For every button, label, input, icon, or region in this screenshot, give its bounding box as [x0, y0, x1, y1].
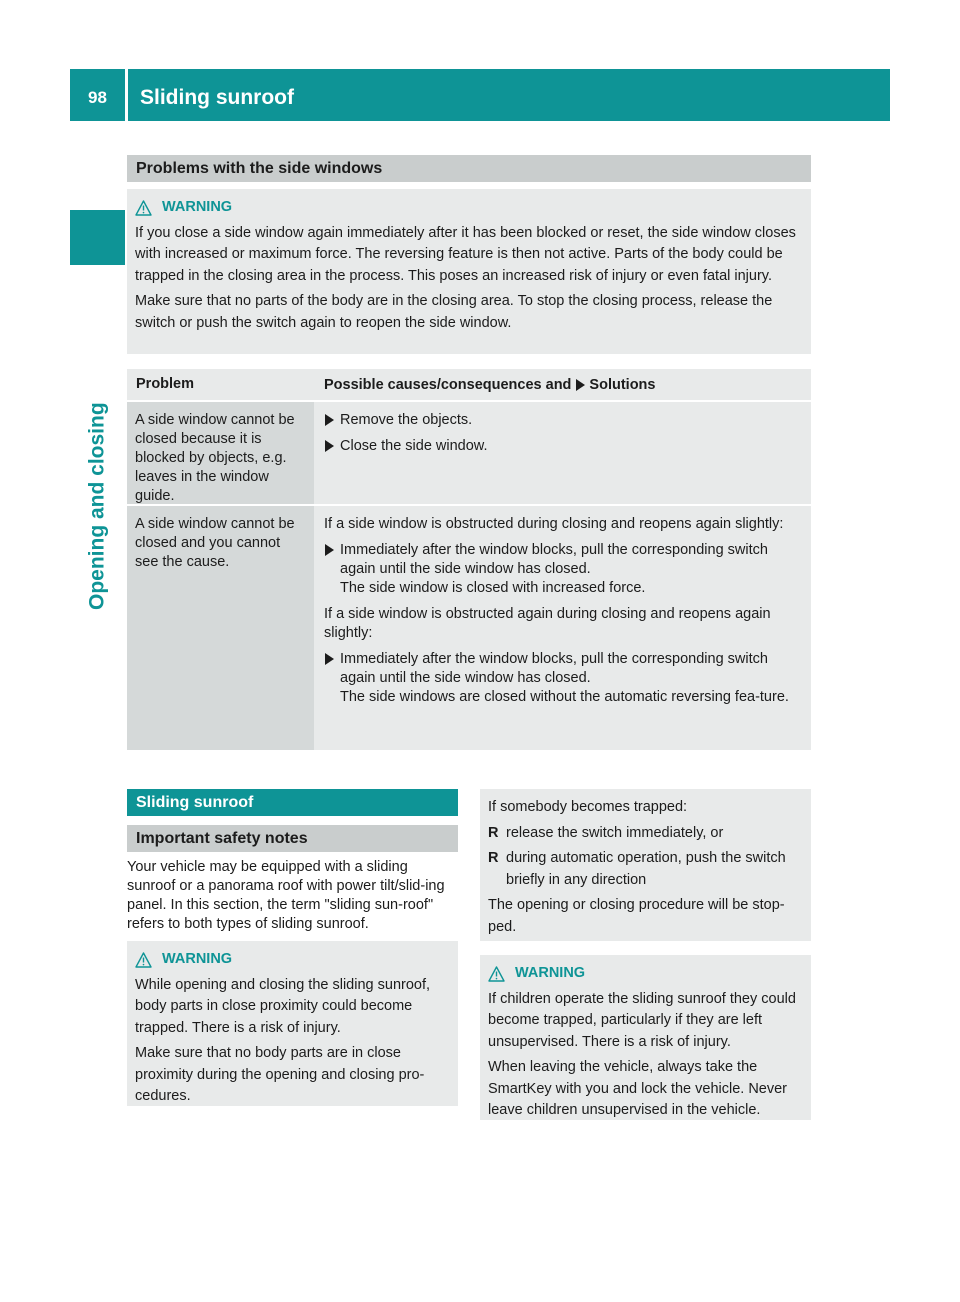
column-header-problem: Problem — [136, 376, 195, 392]
intro-paragraph: Your vehicle may be equipped with a sliding sunroof or a panorama roof with power tilt/slid-ing panel. In this section, the term "sliding sun-roof" refers to both types of sliding sunroof. — [127, 859, 445, 932]
solution-text: If a side window is obstructed during closing and reopens again slightly: — [324, 516, 784, 532]
column-header-solutions-prefix: Possible causes/consequences and — [324, 377, 572, 393]
warning-paragraph: Make sure that no body parts are in close proximity during the opening and closing pro-cedures. — [135, 1045, 425, 1104]
table-row — [127, 402, 811, 504]
warning-triangle-icon — [135, 200, 152, 216]
step-item — [324, 411, 803, 430]
list-item-text: during automatic operation, push the switch briefly in any direction — [506, 850, 786, 888]
warning-triangle-icon — [135, 952, 152, 968]
column-header-solutions-suffix: Solutions — [589, 377, 656, 393]
table-row — [127, 506, 811, 750]
list-item — [488, 823, 803, 845]
bullet-r-icon: R — [488, 824, 499, 841]
warning-title-text: WARNING — [515, 965, 586, 981]
warning-paragraph: While opening and closing the sliding sunroof, body parts in close proximity could become trapped. There is a risk of injury. — [135, 976, 431, 1036]
step-text: Close the side window. — [340, 438, 488, 454]
page-number: 98 — [88, 88, 107, 107]
table-header — [127, 369, 811, 400]
list-item — [488, 848, 803, 891]
trapped-closing: The opening or closing procedure will be stop-ped. — [488, 897, 785, 935]
bullet-r-icon: R — [488, 850, 499, 866]
warning-paragraph: Make sure that no parts of the body are in the closing area. To stop the closing process, release the switch or push the switch again to reopen the side window. — [135, 293, 773, 331]
warning-title — [488, 963, 803, 985]
page-title: Sliding sunroof — [140, 86, 294, 109]
section-heading-sliding-sunroof: Sliding sunroof — [127, 789, 458, 816]
step-result: The side window is closed with increased force. — [340, 580, 646, 596]
step-item — [324, 437, 803, 456]
list-item-text: release the switch immediately, or — [506, 824, 724, 841]
arrow-right-icon — [324, 440, 334, 452]
problem-cell: A side window cannot be closed because it is blocked by objects, e.g. leaves in the window guide. — [127, 402, 314, 504]
warning-title — [135, 949, 450, 971]
warning-box-side-windows — [127, 189, 811, 354]
problem-cell: A side window cannot be closed and you cannot see the cause. — [127, 506, 314, 750]
column-header-solutions — [324, 377, 655, 393]
warning-paragraph: If you close a side window again immediately after it has been blocked or reset, the side window closes with increased or maximum force. The reversing feature is then not active. Parts of the body could be trapped in the closing area in the process. This poses an increased risk of injury or even fatal injury. — [135, 224, 796, 284]
step-text: Remove the objects. — [340, 412, 473, 428]
arrow-right-icon — [324, 544, 334, 556]
arrow-right-icon — [324, 414, 334, 426]
chapter-label-text: Opening and closing — [85, 402, 109, 610]
warning-box-children — [480, 955, 811, 1120]
warning-paragraph: If children operate the sliding sunroof they could become trapped, particularly if they are left unsupervised. There is a risk of injury. — [488, 990, 796, 1050]
warning-title-text: WARNING — [162, 951, 233, 967]
arrow-right-icon — [575, 379, 585, 391]
warning-title — [135, 197, 803, 219]
chapter-tab — [70, 210, 125, 265]
solution-text: If a side window is obstructed again during closing and reopens again slightly: — [324, 606, 771, 641]
trapped-lead: If somebody becomes trapped: — [488, 799, 688, 815]
solution-cell — [316, 506, 811, 750]
step-text: Immediately after the window blocks, pull the corresponding switch again until the side window has closed. — [340, 542, 768, 577]
step-result: The side windows are closed without the automatic reversing fea-ture. — [340, 689, 789, 705]
subheading-safety-notes: Important safety notes — [127, 825, 458, 852]
solution-cell — [316, 402, 811, 504]
warning-title-text: WARNING — [162, 199, 233, 215]
step-text: Immediately after the window blocks, pull the corresponding switch again until the side window has closed. — [340, 651, 768, 686]
step-item — [324, 650, 803, 707]
warning-triangle-icon — [488, 966, 505, 982]
warning-paragraph: When leaving the vehicle, always take the SmartKey with you and lock the vehicle. Never leave children unsupervised in the vehicle. — [488, 1059, 787, 1118]
section-heading-side-windows: Problems with the side windows — [127, 155, 811, 182]
step-item — [324, 541, 803, 598]
arrow-right-icon — [324, 653, 334, 665]
warning-box-sunroof-trapping — [127, 941, 458, 1106]
chapter-label — [70, 270, 125, 610]
trapped-instructions-box — [480, 789, 811, 941]
